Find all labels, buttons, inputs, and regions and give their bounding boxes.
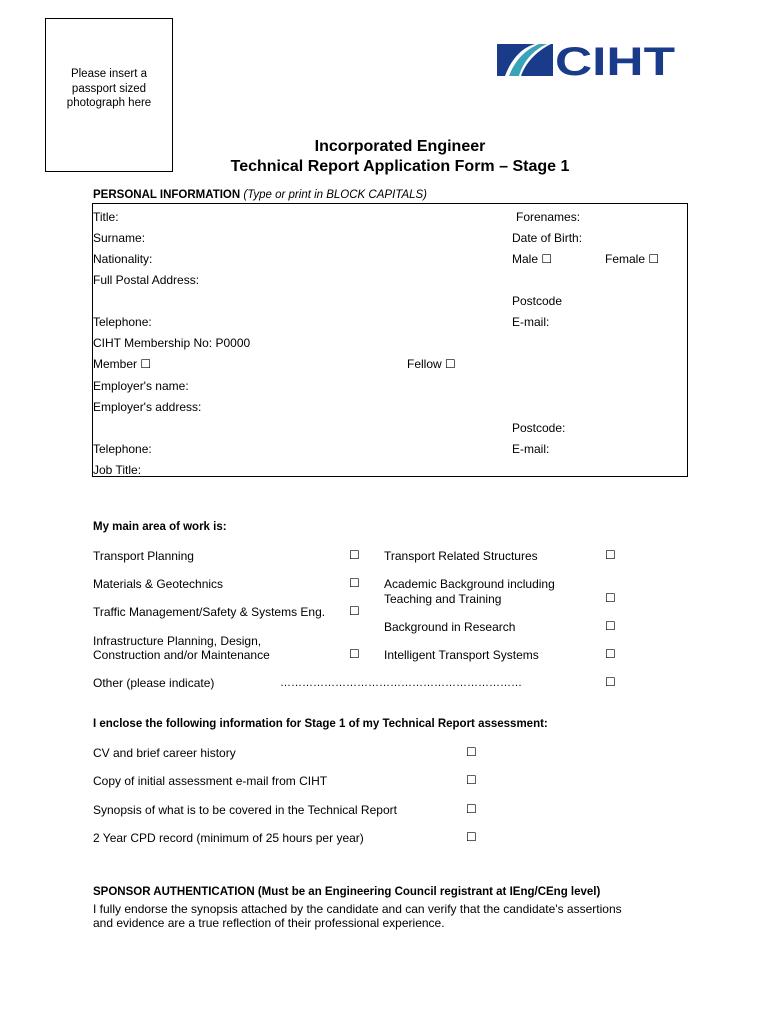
nationality-field[interactable]: Nationality: (93, 252, 153, 266)
employer-telephone-field[interactable]: Telephone: (93, 442, 152, 456)
work-its-checkbox[interactable]: ☐ (605, 647, 616, 661)
enclose-cv-checkbox[interactable]: ☐ (466, 745, 477, 759)
work-academic-label-line1: Academic Background including (384, 577, 555, 591)
photo-line: Please insert a (70, 68, 148, 80)
work-structures-checkbox[interactable]: ☐ (605, 548, 616, 562)
work-materials-checkbox[interactable]: ☐ (349, 576, 360, 590)
work-its-label: Intelligent Transport Systems (384, 648, 539, 662)
email-field[interactable]: E-mail: (512, 315, 550, 329)
sponsor-text-line2: and evidence are a true reflection of their professional experience. (93, 916, 445, 930)
sponsor-text-line1: I fully endorse the synopsis attached by the candidate and can verify that the candidate's assertions (93, 902, 622, 916)
postcode-field[interactable]: Postcode (512, 294, 563, 308)
logo-text: CIHT (555, 42, 675, 78)
work-area-heading: My main area of work is: (93, 521, 227, 533)
enclose-item-cv: CV and brief career history (93, 746, 236, 760)
work-traffic-checkbox[interactable]: ☐ (349, 604, 360, 618)
enclose-item-synopsis: Synopsis of what is to be covered in the Technical Report (93, 803, 397, 817)
enclose-item-email: Copy of initial assessment e-mail from CIHT (93, 774, 328, 788)
employer-address-field[interactable]: Employer's address: (93, 400, 202, 414)
work-infra-label-line2: Construction and/or Maintenance (93, 648, 270, 662)
photo-line: photograph here (66, 97, 152, 109)
forenames-field[interactable]: Forenames: (516, 210, 581, 224)
work-other-label: Other (please indicate) (93, 676, 215, 690)
telephone-field[interactable]: Telephone: (93, 315, 152, 329)
form-title-line2: Technical Report Application Form – Stage 1 (230, 158, 570, 175)
work-research-label: Background in Research (384, 620, 516, 634)
dob-field[interactable]: Date of Birth: (512, 231, 583, 245)
work-traffic-label: Traffic Management/Safety & Systems Eng. (93, 605, 326, 619)
enclose-item-cpd: 2 Year CPD record (minimum of 25 hours per year) (93, 831, 364, 845)
work-structures-label: Transport Related Structures (384, 549, 538, 563)
member-checkbox[interactable]: Member ☐ (93, 357, 152, 371)
personal-heading-text: PERSONAL INFORMATION (93, 189, 241, 201)
personal-heading-note: (Type or print in BLOCK CAPITALS) (243, 189, 428, 201)
male-checkbox[interactable]: Male ☐ (512, 252, 553, 266)
surname-field[interactable]: Surname: (93, 231, 146, 245)
photo-line: passport sized (71, 82, 147, 95)
enclose-heading: I enclose the following information for Stage 1 of my Technical Report assessment: (93, 718, 548, 730)
work-infra-label-line1: Infrastructure Planning, Design, (93, 634, 262, 648)
work-other-input-line[interactable]: ………………………………………………………… (280, 677, 522, 689)
ciht-logo (495, 42, 677, 78)
postal-address-field[interactable]: Full Postal Address: (93, 273, 200, 287)
work-transport-planning-label: Transport Planning (93, 549, 194, 563)
employer-name-field[interactable]: Employer's name: (93, 379, 189, 393)
job-title-field[interactable]: Job Title: (93, 463, 142, 477)
work-materials-label: Materials & Geotechnics (93, 577, 224, 591)
enclose-synopsis-checkbox[interactable]: ☐ (466, 802, 477, 816)
employer-email-field[interactable]: E-mail: (512, 442, 550, 456)
form-title-line1: Incorporated Engineer (314, 138, 486, 155)
membership-number-field[interactable]: CIHT Membership No: P0000 (93, 336, 251, 350)
enclose-cpd-checkbox[interactable]: ☐ (466, 830, 477, 844)
personal-info-heading (93, 189, 427, 201)
employer-postcode-field[interactable]: Postcode: (512, 421, 566, 435)
fellow-checkbox[interactable]: Fellow ☐ (407, 357, 456, 371)
title-field[interactable]: Title: (93, 210, 119, 224)
work-academic-checkbox[interactable]: ☐ (605, 591, 616, 605)
work-research-checkbox[interactable]: ☐ (605, 619, 616, 633)
sponsor-heading: SPONSOR AUTHENTICATION (Must be an Engineering Council registrant at IEng/CEng level) (93, 886, 601, 898)
work-transport-planning-checkbox[interactable]: ☐ (349, 548, 360, 562)
enclose-email-checkbox[interactable]: ☐ (466, 773, 477, 787)
work-academic-label-line2: Teaching and Training (384, 592, 502, 606)
work-other-checkbox[interactable]: ☐ (605, 675, 616, 689)
female-checkbox[interactable]: Female ☐ (605, 252, 660, 266)
work-infra-checkbox[interactable]: ☐ (349, 647, 360, 661)
